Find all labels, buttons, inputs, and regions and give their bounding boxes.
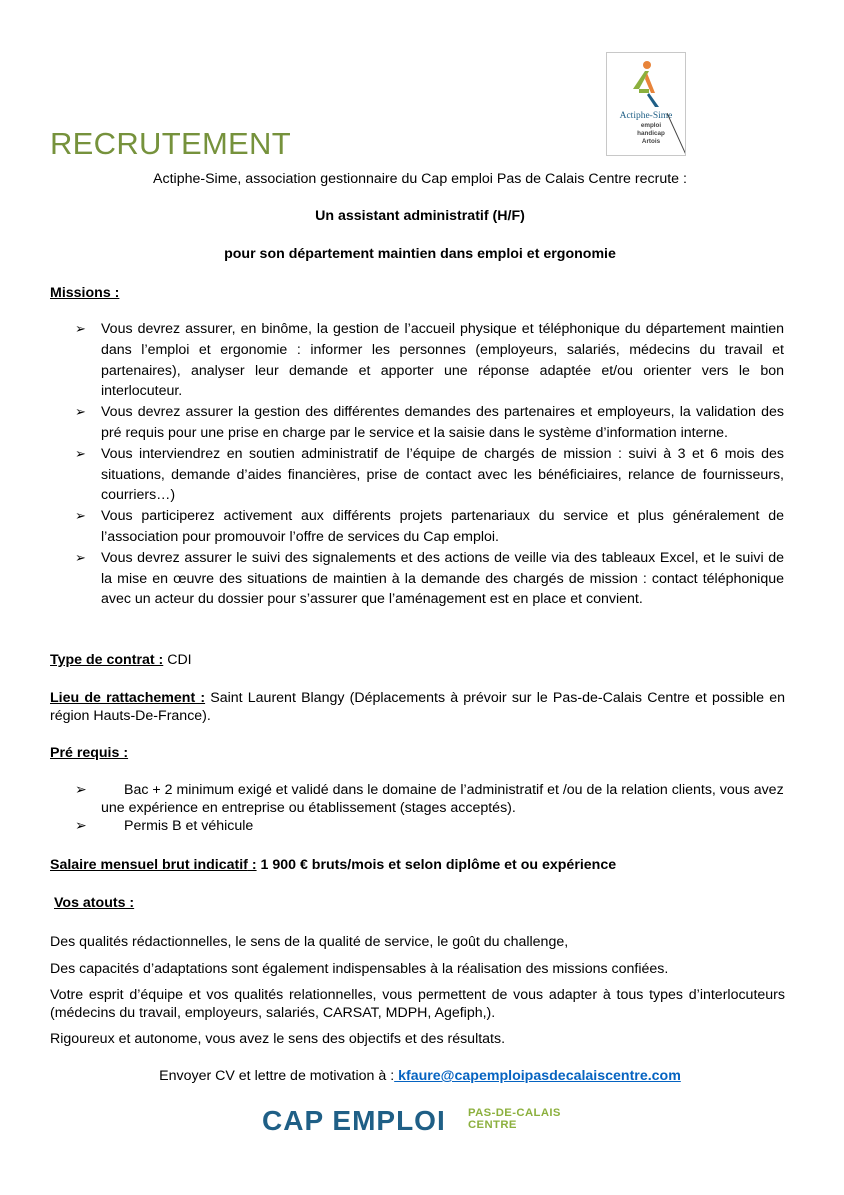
arrow-bullet-icon: ➢ xyxy=(75,549,86,565)
arrow-bullet-icon: ➢ xyxy=(75,782,87,798)
position-title: Un assistant administratif (H/F) xyxy=(315,208,525,224)
salary-value: 1 900 € bruts/mois et selon diplôme et ou expérience xyxy=(256,857,617,873)
cap-emploi-logo: CAP EMPLOI xyxy=(262,1105,446,1136)
cap-emploi-logo-subtitle: PAS-DE-CALAIS CENTRE xyxy=(468,1107,561,1131)
location-value: Saint Laurent Blangy (Déplacements à prévoir sur le Pas-de-Calais Centre et possible en région Hauts-De-France). xyxy=(50,690,785,724)
location-line xyxy=(50,689,785,725)
actiphe-sime-logo xyxy=(606,52,686,156)
list-item: ➢ Vous devrez assurer, en binôme, la gestion de l’accueil physique et téléphonique du département maintien dans l’emploi et ergonomie : informer les personnes (employeurs, salariés, médecins du travail et partenaires), analyser leur demande et apporter une réponse adaptée et/ou orienter vers le bon interlocuteur. xyxy=(75,321,784,400)
contract-value: CDI xyxy=(163,652,192,668)
assets-label: Vos atouts : xyxy=(54,895,135,911)
intro-text: Actiphe-Sime, association gestionnaire du Cap emploi Pas de Calais Centre recrute : xyxy=(153,171,687,187)
list-item: ➢ Vous participerez activement aux différents projets partenariaux du service et plus généralement de l’association pour promouvoir l’offre de services du Cap emploi. xyxy=(75,508,784,545)
prereq-label: Pré requis : xyxy=(50,745,129,761)
logo-brand: Actiphe-Sime xyxy=(619,111,673,121)
list-item: ➢ Vous devrez assurer le suivi des signalements et des actions de veille via des tableaux Excel, et le suivi de la mise en œuvre des situations de maintien à la demande des chargés de mission : contact téléphonique avec un acteur du dossier pour s’assurer que l’aménagement est en place et convient. xyxy=(75,549,784,608)
arrow-bullet-icon: ➢ xyxy=(75,445,86,461)
missions-list xyxy=(74,319,784,610)
contact-line xyxy=(50,1068,790,1084)
prereq-item: ➢ Bac + 2 minimum exigé et validé dans le domaine de l’administratif et /ou de la relation clients, vous avez une expérience en entreprise ou établissement (stages acceptés). xyxy=(75,782,784,816)
logo-figure-icon xyxy=(625,59,669,111)
contact-text: Envoyer CV et lettre de motivation à : xyxy=(159,1068,395,1084)
arrow-bullet-icon: ➢ xyxy=(75,404,86,420)
department-text: pour son département maintien dans emploi et ergonomie xyxy=(224,246,616,262)
assets-paragraph: Des qualités rédactionnelles, le sens de la qualité de service, le goût du challenge, xyxy=(50,934,569,950)
arrow-bullet-icon: ➢ xyxy=(75,321,86,336)
logo-subtitle: emploi handicap Artois xyxy=(637,122,665,145)
assets-paragraph: Des capacités d’adaptations sont également indispensables à la réalisation des missions confiées. xyxy=(50,961,669,977)
assets-paragraph: Votre esprit d’équipe et vos qualités relationnelles, vous permettent de vous adapter à tous types d’interlocuteurs (médecins du travail, employeurs, salariés, CARSAT, MDPH, Agefiph,). xyxy=(50,987,785,1021)
list-item: ➢ Vous devrez assurer la gestion des différentes demandes des partenaires et employeurs, la validation des pré requis pour une prise en charge par le service et la saisie dans le système d’information interne. xyxy=(75,404,784,441)
arrow-bullet-icon: ➢ xyxy=(75,818,87,834)
missions-label: Missions : xyxy=(50,285,120,301)
page-title: RECRUTEMENT xyxy=(50,126,291,161)
list-item: ➢ Vous interviendrez en soutien administratif de l’équipe de chargés de mission : suivi à 3 et 6 mois des situations, demande d’aides financières, prise de contact avec les bénéficiaires, relance de fournisseurs, courriers…) xyxy=(75,445,784,504)
salary-line: Salaire mensuel brut indicatif : 1 900 € bruts/mois et selon diplôme et ou expérience xyxy=(50,857,617,873)
contact-email-link[interactable]: kfaure@capemploipasdecalaiscentre.com xyxy=(394,1068,681,1084)
salary-label: Salaire mensuel brut indicatif xyxy=(50,857,248,873)
arrow-bullet-icon: ➢ xyxy=(75,508,86,524)
contract-line xyxy=(50,652,192,668)
prereq-item: ➢ Permis B et véhicule xyxy=(75,818,254,834)
assets-paragraph: Rigoureux et autonome, vous avez le sens des objectifs et des résultats. xyxy=(50,1031,506,1047)
logo-diagonal-line xyxy=(667,113,686,156)
location-label: Lieu de rattachement : xyxy=(50,690,206,706)
contract-label: Type de contrat : xyxy=(50,652,164,668)
